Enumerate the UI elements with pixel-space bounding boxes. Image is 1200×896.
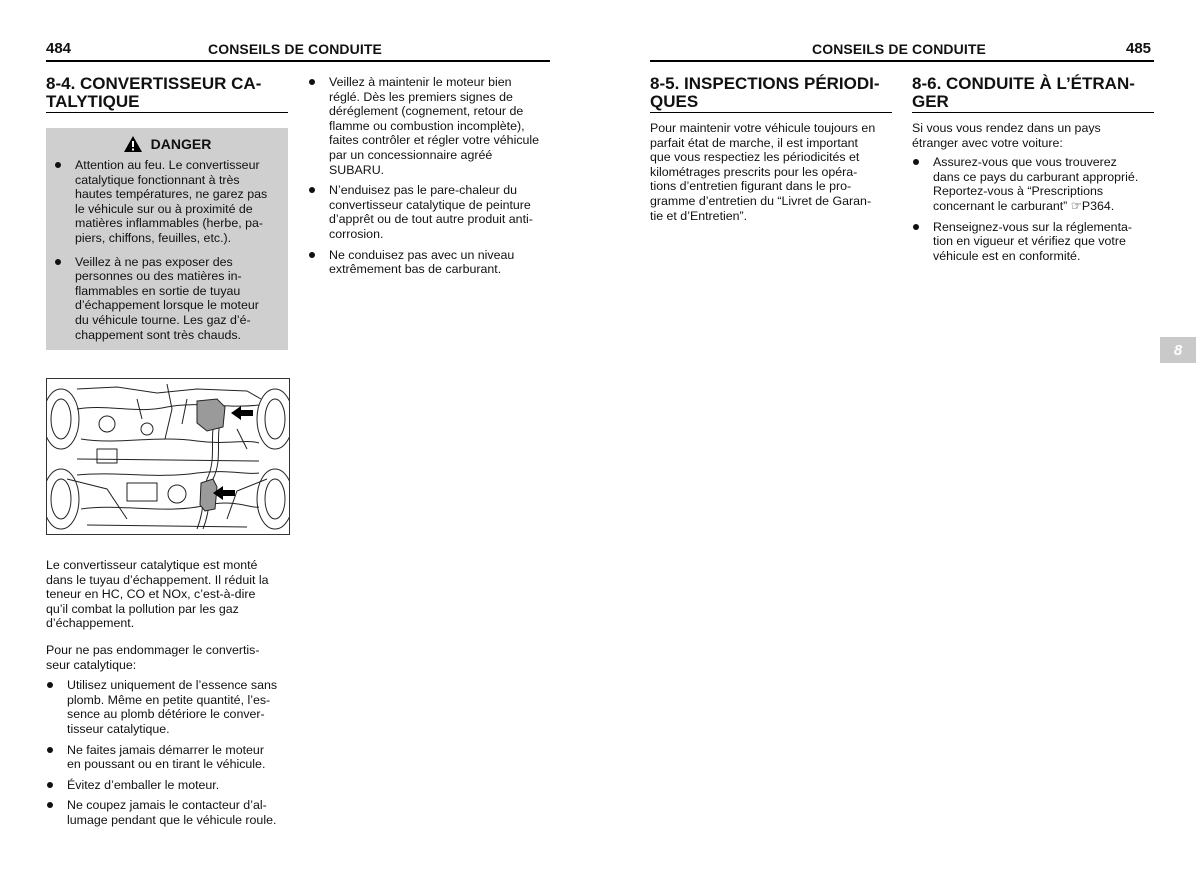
section-title-8-5: 8-5. INSPECTIONS PÉRIODI- QUES xyxy=(650,74,880,111)
header-rule-left xyxy=(46,60,550,62)
paragraph-precautions-intro: Pour ne pas endommager le convertis- seur catalytique: xyxy=(46,642,260,672)
list-item: N’enduisez pas le pare-chaleur du convertisseur catalytique de peinture d’apprêt ou de tout autre produit anti- corrosion. xyxy=(308,183,558,241)
danger-item: Veillez à ne pas exposer des personnes ou des matières in- flammables en sortie de tuyau d’échappement lorsque le moteur du véhicule tourne. Les gaz d’é- chappement sont très chauds. xyxy=(54,255,286,343)
running-head-left: CONSEILS DE CONDUITE xyxy=(208,41,382,57)
list-item: Assurez-vous que vous trouverez dans ce pays du carburant approprié. Reportez-vous à “Prescriptions concernant le carburant” ☞P364. xyxy=(912,155,1162,213)
converter-rear-shape xyxy=(200,479,217,511)
list-item: Ne conduisez pas avec un niveau extrêmement bas de carburant. xyxy=(308,248,558,277)
list-item: Utilisez uniquement de l’essence sans plomb. Même en petite quantité, l’es- sence au plomb détériore le conver- tisseur catalytique. xyxy=(46,678,296,736)
danger-item: Attention au feu. Le convertisseur catalytique fonctionnant à très hautes températures, ne garez pas le véhicule sur ou à proximité de matières inflammables (herbe, pa- piers, chiffons, feuilles, etc.). xyxy=(54,158,286,246)
arrow-icon xyxy=(231,406,253,420)
underbody-illustration xyxy=(46,378,290,535)
list-item: Évitez d’emballer le moteur. xyxy=(46,778,296,793)
list-item: Ne faites jamais démarrer le moteur en poussant ou en tirant le véhicule. xyxy=(46,743,296,772)
section-rule-8-4 xyxy=(46,112,288,113)
page-number-right: 485 xyxy=(1126,40,1152,57)
list-item: Renseignez-vous sur la réglementa- tion en vigueur et vérifiez que votre véhicule est en conformité. xyxy=(912,220,1162,264)
danger-label: DANGER xyxy=(150,136,212,152)
section-rule-8-6 xyxy=(912,112,1154,113)
abroad-list xyxy=(912,155,1162,263)
list-item: Veillez à maintenir le moteur bien réglé. Dès les premiers signes de déréglement (cognement, retour de flamme ou combustion incomplète), faites contrôler et régler votre véhicule par un concessionnaire agréé SUBARU. xyxy=(308,75,558,177)
section-rule-8-5 xyxy=(650,112,892,113)
paragraph-inspections: Pour maintenir votre véhicule toujours en parfait état de marche, il est important que vous respectiez les périodicités et kilométrages prescrits pour les opéra- tions d’entretien figurant dans le pro- gramme d’entretien du “Livret de Garan- tie et d’Entretien”. xyxy=(650,121,876,223)
danger-list xyxy=(54,158,286,348)
danger-heading xyxy=(46,134,288,154)
section-title-8-6: 8-6. CONDUITE À L’ÉTRAN- GER xyxy=(912,74,1135,111)
running-head-right: CONSEILS DE CONDUITE xyxy=(812,41,986,57)
page-number-left: 484 xyxy=(46,40,72,57)
paragraph-abroad-intro: Si vous vous rendez dans un pays étranger avec votre voiture: xyxy=(912,121,1101,150)
abroad-content xyxy=(912,121,1162,269)
paragraph-converter-function: Le convertisseur catalytique est monté dans le tuyau d’échappement. Il réduit la teneur en HC, CO et NOx, c’est-à-dire qu’il combat la pollution par les gaz d’échappement. xyxy=(46,558,269,631)
precautions-list-continued xyxy=(308,75,558,283)
danger-box xyxy=(46,128,288,350)
precautions-list xyxy=(46,678,296,827)
chapter-tab: 8 xyxy=(1160,337,1196,363)
section-title-8-4: 8-4. CONVERTISSEUR CA- TALYTIQUE xyxy=(46,74,262,111)
vehicle-underbody-drawing xyxy=(47,379,289,534)
list-item: Ne coupez jamais le contacteur d’al- lumage pendant que le véhicule roule. xyxy=(46,798,296,827)
converter-description xyxy=(46,558,296,834)
converter-front-shape xyxy=(197,399,225,431)
warning-triangle-icon xyxy=(123,135,143,153)
header-rule-right xyxy=(650,60,1154,62)
